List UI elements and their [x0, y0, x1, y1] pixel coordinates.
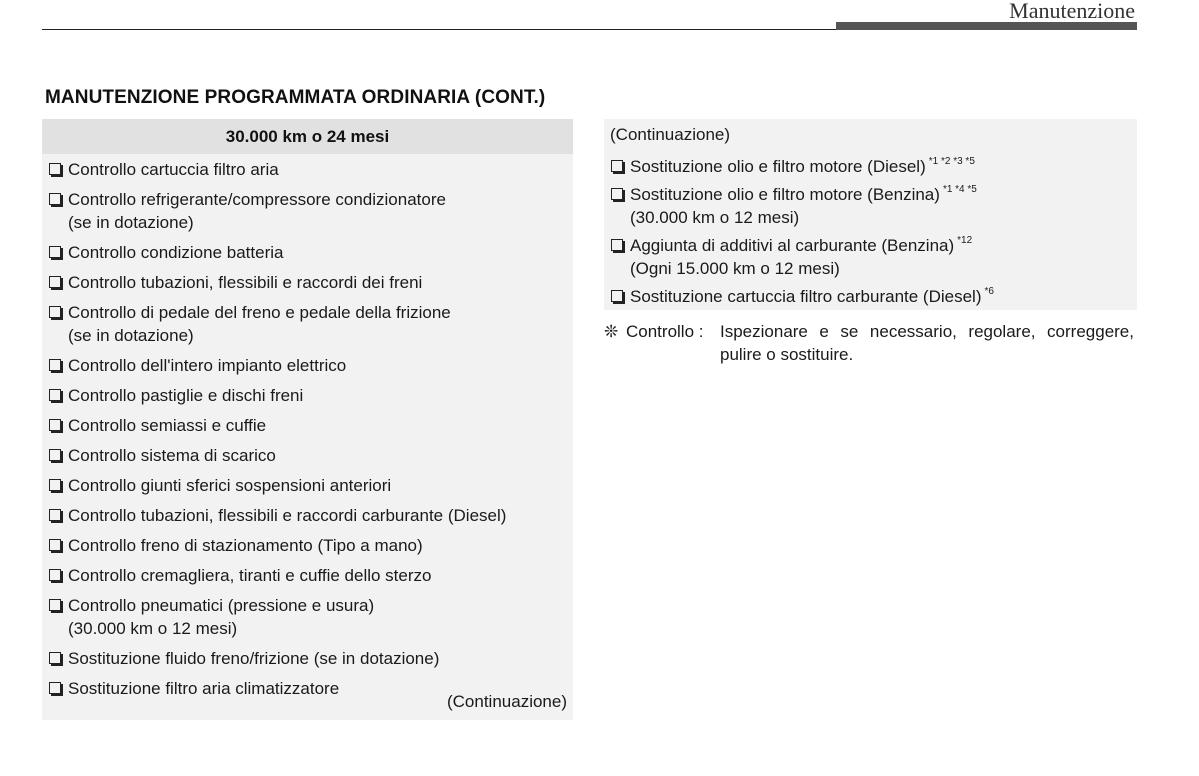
checkbox-icon: [49, 599, 61, 611]
checkbox-icon: [49, 419, 61, 431]
item-text: Sostituzione olio e filtro motore (Diesel): [630, 157, 926, 176]
checkbox-icon: [49, 276, 61, 288]
chapter-title: Manutenzione: [1009, 0, 1135, 23]
checkbox-icon: [49, 389, 61, 401]
list-item: [48, 594, 567, 640]
item-text: Controllo refrigerante/compressore condizionatore (se in dotazione): [68, 190, 446, 232]
item-text: Controllo condizione batteria: [68, 243, 284, 262]
footnote-ref: *12: [957, 235, 973, 246]
checkbox-icon: [49, 359, 61, 371]
item-text: Controllo di pedale del freno e pedale della frizione (se in dotazione): [68, 303, 451, 345]
list-item: [48, 414, 567, 437]
checkbox-icon: [611, 160, 623, 172]
list-item: [48, 504, 567, 527]
item-text: Controllo pastiglie e dischi freni: [68, 386, 304, 405]
left-panel: [42, 119, 573, 720]
footnote-ref: *6: [984, 286, 994, 297]
item-text: Controllo cremagliera, tiranti e cuffie dello sterzo: [68, 566, 432, 585]
checkbox-icon: [49, 449, 61, 461]
item-text: Sostituzione cartuccia filtro carburante (Diesel): [630, 287, 982, 306]
left-checklist: [42, 154, 573, 700]
note-label: Controllo :: [626, 322, 704, 341]
item-text: Controllo pneumatici (pressione e usura) (30.000 km o 12 mesi): [68, 596, 375, 638]
footnote-ref: *1 *4 *5: [942, 184, 977, 195]
checkbox-icon: [49, 682, 61, 694]
right-panel: [604, 119, 1137, 310]
item-text: Sostituzione olio e filtro motore (Benzina): [630, 185, 940, 204]
list-item: [610, 155, 1131, 178]
checkbox-icon: [611, 239, 623, 251]
list-item: [48, 444, 567, 467]
section-title: MANUTENZIONE PROGRAMMATA ORDINARIA (CONT.): [45, 87, 546, 108]
continuation-note: (Continuazione): [446, 692, 567, 711]
interval-heading: 30.000 km o 24 mesi: [42, 119, 573, 154]
definition-note: [604, 320, 1134, 366]
list-item: [48, 354, 567, 377]
list-item: [48, 384, 567, 407]
checkbox-icon: [49, 193, 61, 205]
asterisk-icon: ❊: [604, 322, 619, 341]
footnote-ref: *1 *2 *3 *5: [928, 156, 975, 167]
continuation-heading: (Continuazione): [610, 125, 731, 144]
checkbox-icon: [49, 163, 61, 175]
item-text: Aggiunta di additivi al carburante (Benzina): [630, 236, 955, 255]
list-item: [48, 564, 567, 587]
item-text: Controllo sistema di scarico: [68, 446, 276, 465]
checkbox-icon: [49, 509, 61, 521]
item-subtext: (30.000 km o 12 mesi): [630, 208, 800, 227]
item-subtext: (Ogni 15.000 km o 12 mesi): [630, 259, 840, 278]
list-item: [610, 285, 1131, 308]
item-text: Controllo tubazioni, flessibili e raccordi dei freni: [68, 273, 423, 292]
checkbox-icon: [49, 246, 61, 258]
list-item: [48, 241, 567, 264]
checkbox-icon: [49, 479, 61, 491]
item-text: Controllo tubazioni, flessibili e raccordi carburante (Diesel): [68, 506, 507, 525]
list-item: [610, 183, 1131, 229]
checkbox-icon: [611, 290, 623, 302]
right-checklist: [604, 155, 1137, 308]
list-item: [48, 647, 567, 670]
item-text: Controllo giunti sferici sospensioni anteriori: [68, 476, 392, 495]
checkbox-icon: [49, 306, 61, 318]
list-item: [610, 234, 1131, 280]
item-text: Sostituzione filtro aria climatizzatore: [68, 679, 340, 698]
item-text: Sostituzione fluido freno/frizione (se in dotazione): [68, 649, 440, 668]
note-text: Ispezionare e se necessario, regolare, correggere, pulire o sostituire.: [720, 322, 1134, 364]
item-text: Controllo dell'intero impianto elettrico: [68, 356, 347, 375]
checkbox-icon: [49, 569, 61, 581]
list-item: [48, 534, 567, 557]
list-item: [48, 188, 567, 234]
checkbox-icon: [49, 539, 61, 551]
checkbox-icon: [49, 652, 61, 664]
item-text: Controllo cartuccia filtro aria: [68, 160, 279, 179]
list-item: [48, 474, 567, 497]
checkbox-icon: [611, 188, 623, 200]
item-text: Controllo semiassi e cuffie: [68, 416, 267, 435]
list-item: [48, 271, 567, 294]
item-text: Controllo freno di stazionamento (Tipo a mano): [68, 536, 423, 555]
list-item: [48, 158, 567, 181]
list-item: [48, 301, 567, 347]
